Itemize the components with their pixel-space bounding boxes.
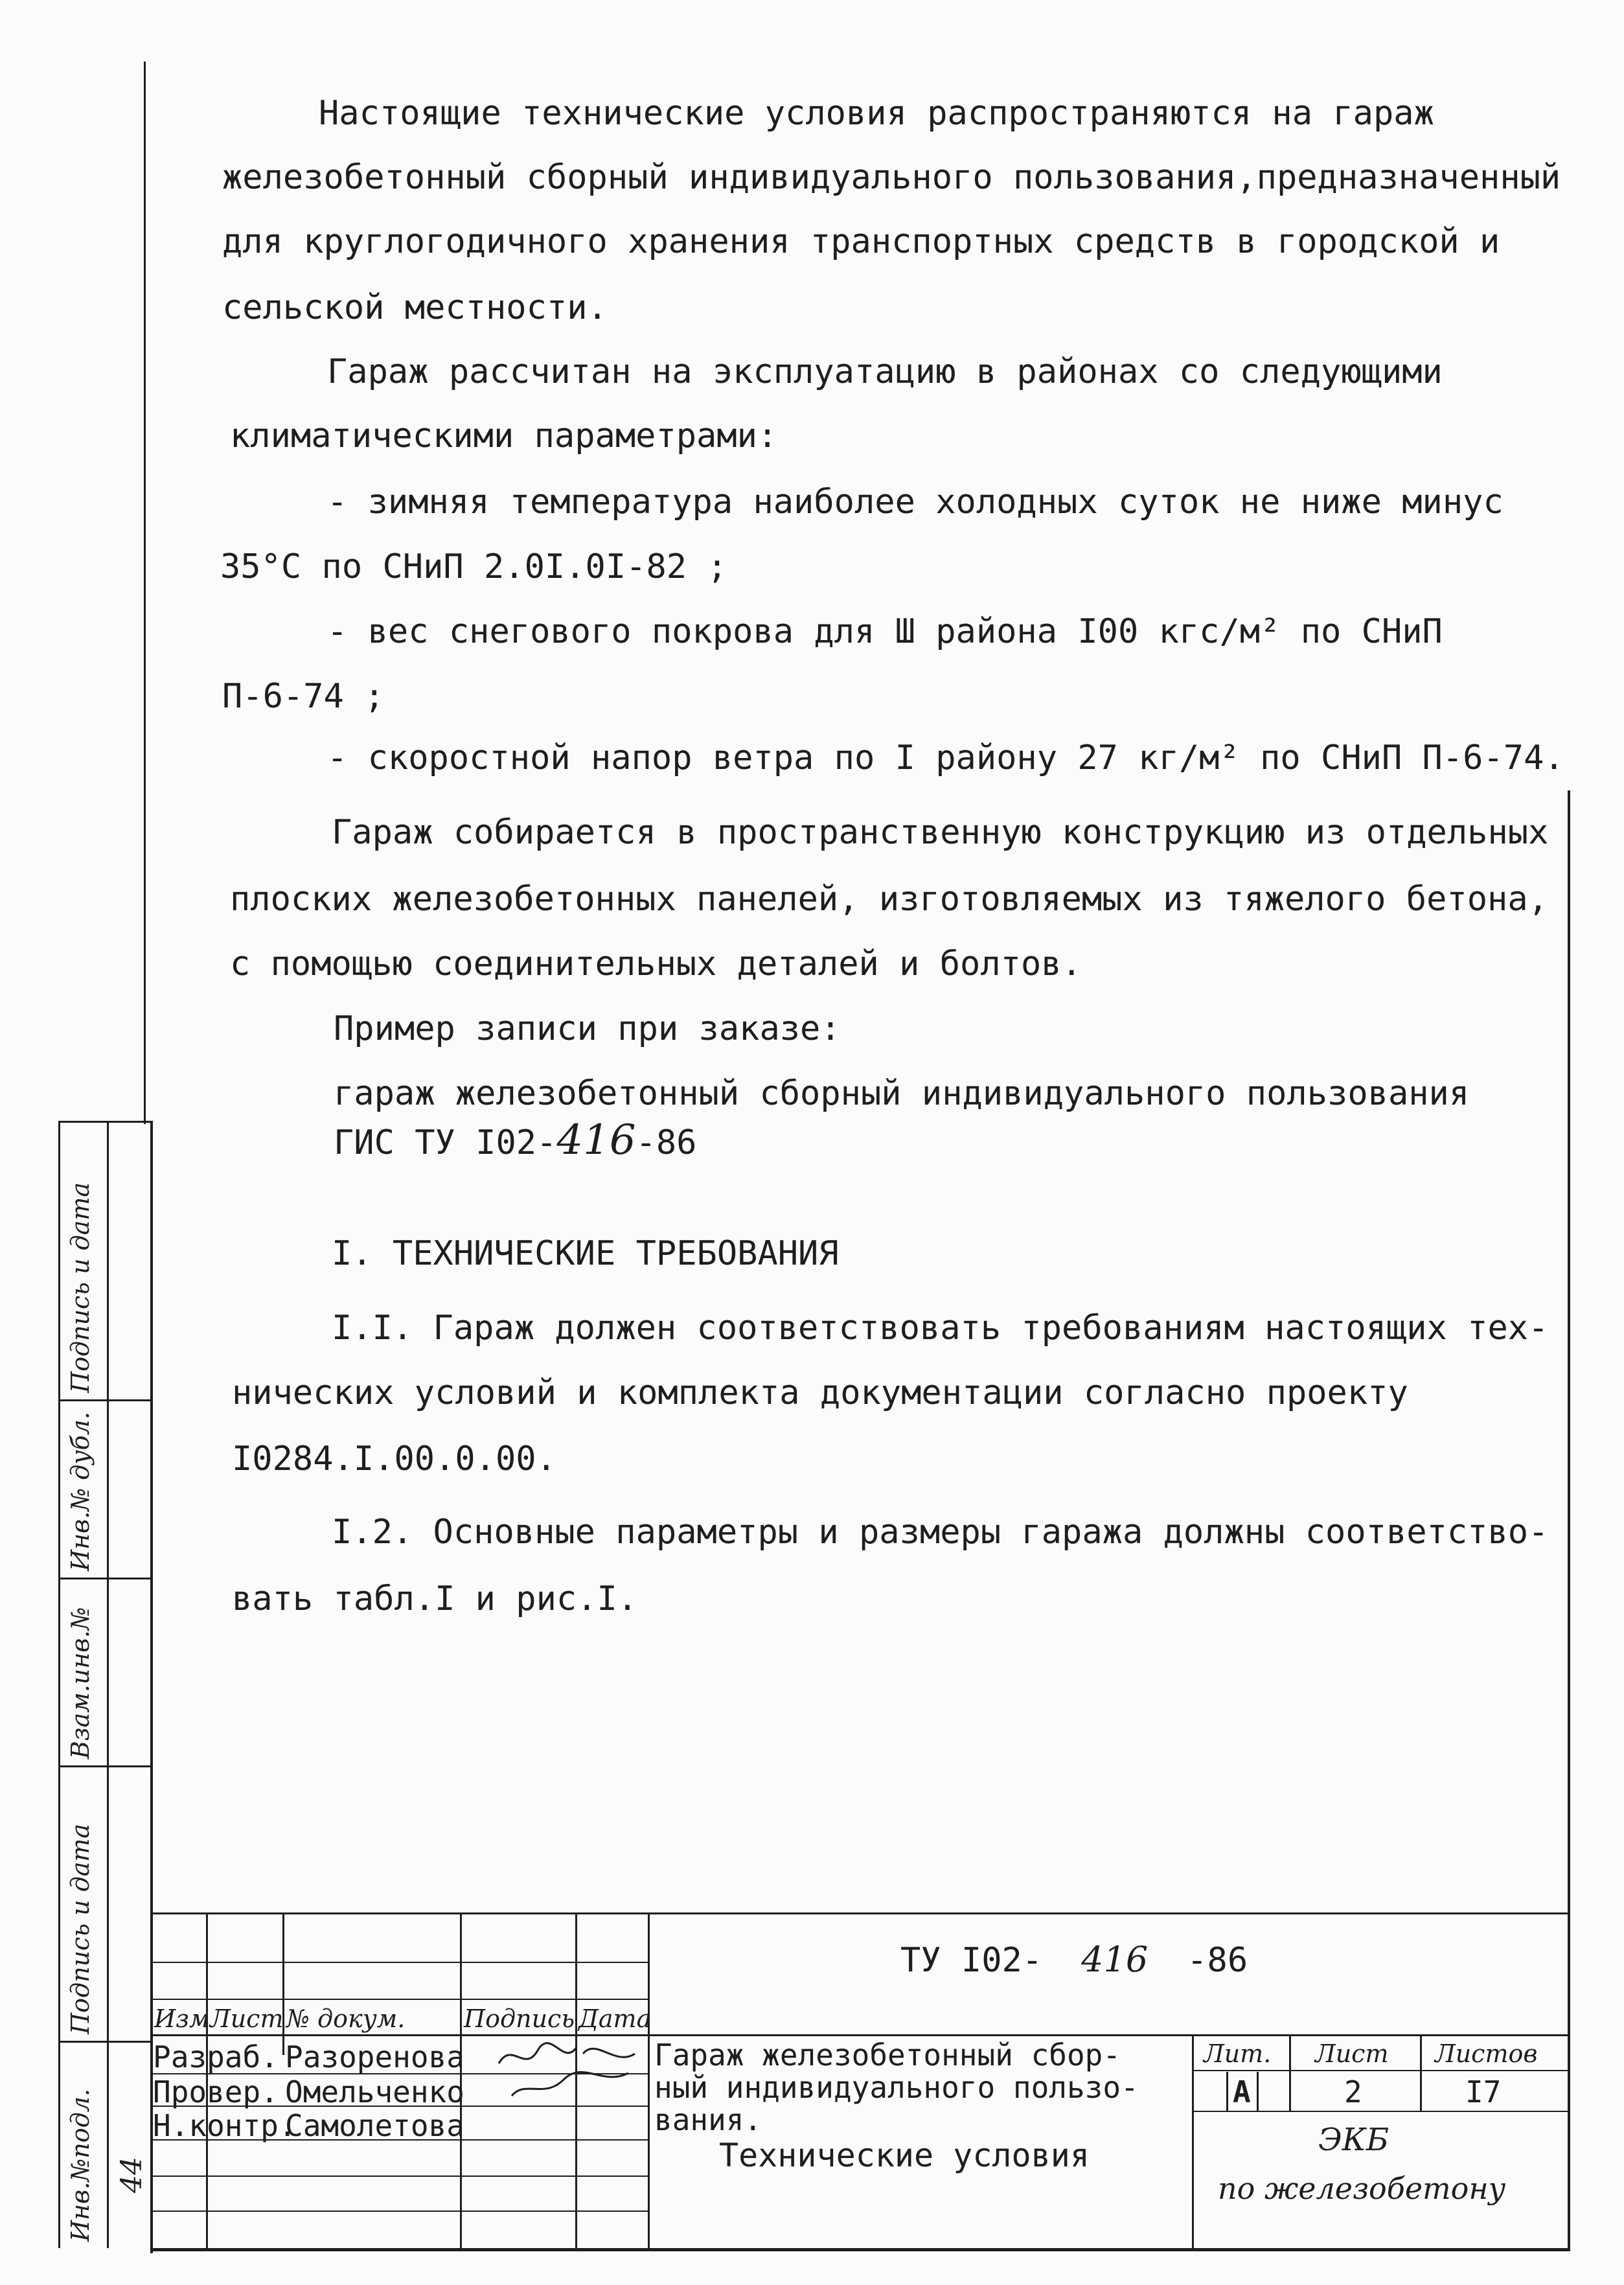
req-1-1-line-1: I.I. Гараж должен соответствовать требованиям настоящих тех-	[332, 1309, 1549, 1348]
margin-label-replace-inv: Взам.инв.№	[66, 1607, 95, 1759]
intro-line-3: для круглогодичного хранения транспортных средств в городской и	[222, 222, 1500, 261]
title-right-col-line	[1192, 2034, 1194, 2249]
climate-line-1: Гараж рассчитан на эксплуатацию в районах со следующими	[327, 352, 1443, 391]
title-line-3: вания.	[654, 2102, 762, 2137]
margin-stamp-mid-line	[107, 1121, 109, 2248]
bullet-temperature-line-2: 35°С по СНиП 2.0I.0I-82 ;	[220, 547, 727, 586]
role-checker: Провер.	[153, 2074, 279, 2109]
title-right-col-line	[1420, 2034, 1422, 2112]
title-right-col-line	[1226, 2072, 1228, 2111]
role-developer: Разраб.	[153, 2039, 279, 2074]
title-grid-row-line	[150, 1962, 649, 1963]
doc-number	[900, 1940, 1248, 1980]
assembly-line-2: плоских железобетонных панелей, изготовляемых из тяжелого бетона,	[230, 880, 1548, 919]
title-right-row-line	[648, 2034, 1569, 2036]
doc-number-prefix: ТУ I02-	[900, 1941, 1043, 1980]
title-line-1: Гараж железобетонный сбор-	[654, 2038, 1121, 2073]
role-norm-control: Н.контр.	[153, 2108, 297, 2143]
bullet-snow-line-1: - вес снегового покрова для Ш района I00 кгс/м² по СНиП	[327, 612, 1443, 651]
order-example-label: Пример записи при заказе:	[334, 1009, 841, 1048]
order-example-line-2	[334, 1116, 697, 1164]
bullet-wind-line: - скоростной напор ветра по I району 27 кг/м² по СНиП П-6-74.	[327, 739, 1564, 777]
margin-stamp-outer-line	[58, 1121, 60, 2248]
margin-stamp-top	[58, 1121, 152, 1123]
req-1-1-line-2: нических условий и комплекта документации согласно проекту	[232, 1373, 1408, 1412]
title-grid-col-line	[282, 1912, 284, 2055]
order-code-number: 416	[556, 1116, 636, 1164]
lit-value: А	[1233, 2074, 1251, 2109]
header-date: Дата	[578, 2004, 652, 2033]
frame-bottom-line	[150, 2248, 1570, 2251]
order-example-line-1: гараж железобетонный сборный индивидуального пользования	[334, 1074, 1470, 1113]
assembly-line-1: Гараж собирается в пространственную конструкцию из отдельных	[332, 813, 1549, 852]
order-code-prefix: ГИС ТУ I02-	[334, 1123, 557, 1162]
title-line-2: ный индивидуального пользо-	[654, 2070, 1139, 2105]
title-subtitle: Технические условия	[719, 2137, 1090, 2174]
header-doc-number: № докум.	[286, 2004, 406, 2033]
intro-line-2: железобетонный сборный индивидуального пользования,предназначенный	[222, 158, 1561, 197]
name-developer: Разоренова	[285, 2039, 464, 2074]
title-right-col-line	[1289, 2034, 1291, 2112]
assembly-line-3: с помощью соединительных деталей и болтов.	[230, 945, 1082, 983]
lit-label: Лит.	[1204, 2039, 1272, 2068]
bullet-snow-line-2: П-6-74 ;	[222, 677, 385, 716]
margin-handwritten-value: 44	[115, 2157, 148, 2193]
doc-number-suffix: -86	[1187, 1941, 1248, 1980]
title-right-col-line	[1257, 2072, 1259, 2111]
name-checker: Омельченко	[285, 2074, 464, 2109]
margin-stamp-divider	[58, 2041, 152, 2043]
title-block-left-right-divider	[648, 1912, 650, 2249]
title-grid-row-line	[150, 1999, 649, 2000]
order-code-suffix: -86	[635, 1123, 697, 1162]
org-name-line-2: по железобетону	[1218, 2171, 1506, 2206]
sheet-label: Лист	[1315, 2039, 1389, 2068]
title-grid-row-line	[150, 2210, 649, 2212]
sheets-value: I7	[1465, 2074, 1502, 2109]
margin-label-sign-date-lower: Подпись и дата	[66, 1823, 95, 2034]
req-1-2-line-2: вать табл.I и рис.I.	[232, 1579, 638, 1618]
section-heading: I. ТЕХНИЧЕСКИЕ ТРЕБОВАНИЯ	[332, 1234, 839, 1273]
margin-stamp-divider	[58, 1765, 152, 1767]
frame-left-line-top	[144, 62, 146, 1124]
header-signature: Подпись	[464, 2004, 575, 2033]
sheets-label: Листов	[1435, 2039, 1538, 2068]
intro-line-4: сельской местности.	[222, 288, 608, 327]
name-norm-control: Самолетова	[285, 2108, 464, 2143]
frame-right-line	[1568, 790, 1570, 2251]
bullet-temperature-line-1: - зимняя температура наиболее холодных суток не ниже минус	[327, 483, 1504, 522]
margin-label-original-inv: Инв.№подл.	[66, 2088, 95, 2242]
handwritten-signatures	[492, 2034, 641, 2106]
req-1-1-line-3: I0284.I.00.0.00.	[232, 1440, 556, 1478]
org-name-line-1: ЭКБ	[1318, 2122, 1390, 2158]
req-1-2-line-1: I.2. Основные параметры и размеры гаража должны соответство-	[332, 1513, 1549, 1552]
sheet-value: 2	[1344, 2074, 1362, 2109]
margin-stamp-divider	[58, 1578, 152, 1579]
title-right-row-line	[1192, 2070, 1569, 2071]
margin-label-sign-date-upper: Подпись и дата	[66, 1182, 95, 1393]
title-block-top-line	[150, 1912, 1570, 1914]
margin-stamp-divider	[58, 1399, 152, 1401]
climate-line-2: климатическими параметрами:	[230, 417, 778, 455]
header-sheet: Лист	[210, 2004, 284, 2033]
title-grid-row-line	[150, 2176, 649, 2177]
intro-line-1: Настоящие технические условия распространяются на гараж	[319, 94, 1434, 133]
header-change: Изм	[154, 2004, 210, 2033]
title-right-row-line	[1192, 2111, 1569, 2112]
doc-number-value: 416	[1081, 1939, 1149, 1980]
margin-label-duplicate-inv: Инв.№ дубл.	[66, 1412, 95, 1571]
